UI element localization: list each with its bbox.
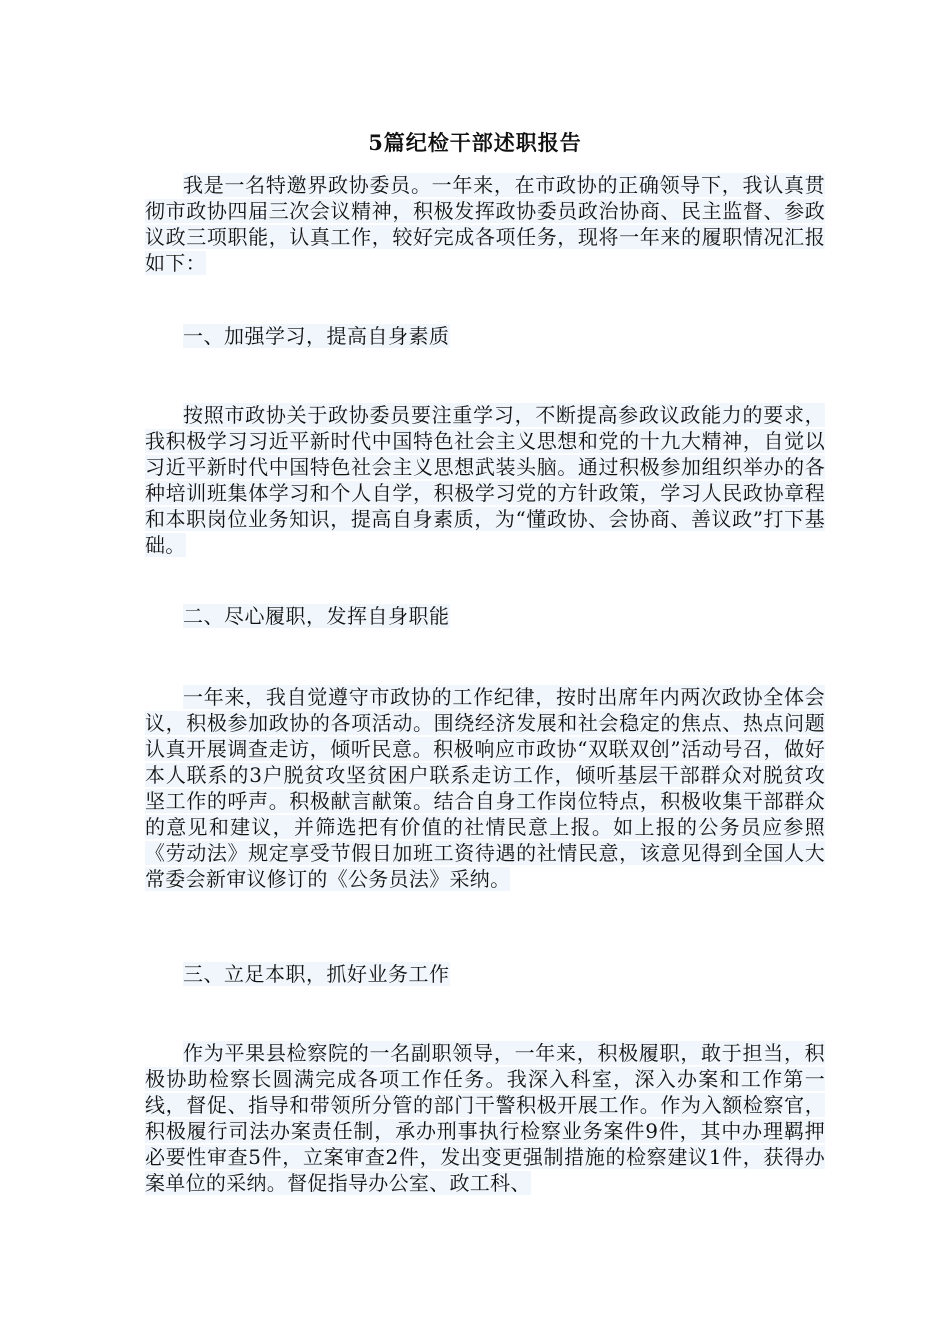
section-heading-3-text: 三、立足本职，抓好业务工作 (183, 962, 450, 986)
document-title: 5篇纪检干部述职报告 (368, 130, 582, 155)
section-body-2 (145, 684, 825, 892)
section-heading-3 (183, 960, 450, 988)
section-body-1-text: 按照市政协关于政协委员要注重学习，不断提高参政议政能力的要求，我积极学习习近平新时代中国特色社会主义思想和党的十九大精神，自觉以习近平新时代中国特色社会主义思想武装头脑。通过积极参加组织举办的各种培训班集体学习和个人自学，积极学习党的方针政策，学习人民政协章程和本职岗位业务知识，提高自身素质，为“懂政协、会协商、善议政”打下基础。 (145, 403, 825, 557)
section-heading-2 (183, 602, 450, 630)
section-body-3 (145, 1040, 825, 1196)
section-body-2-text: 一年来，我自觉遵守市政协的工作纪律，按时出席年内两次政协全体会议，积极参加政协的各项活动。围绕经济发展和社会稳定的焦点、热点问题认真开展调查走访，倾听民意。积极响应市政协“双联双创”活动号召，做好本人联系的3户脱贫攻坚贫困户联系走访工作，倾听基层干部群众对脱贫攻坚工作的呼声。积极献言献策。结合自身工作岗位特点，积极收集干部群众的意见和建议，并筛选把有价值的社情民意上报。如上报的公务员应参照《劳动法》规定享受节假日加班工资待遇的社情民意，该意见得到全国人大常委会新审议修订的《公务员法》采纳。 (145, 685, 825, 891)
section-heading-1 (183, 322, 450, 350)
intro-paragraph (145, 172, 825, 276)
section-heading-1-text: 一、加强学习，提高自身素质 (183, 324, 450, 348)
section-body-1 (145, 402, 825, 558)
intro-text: 我是一名特邀界政协委员。一年来，在市政协的正确领导下，我认真贯彻市政协四届三次会议精神，积极发挥政协委员政治协商、民主监督、参政议政三项职能，认真工作，较好完成各项任务，现将一年来的履职情况汇报如下： (145, 173, 825, 275)
section-body-3-text: 作为平果县检察院的一名副职领导，一年来，积极履职，敢于担当，积极协助检察长圆满完成各项工作任务。我深入科室，深入办案和工作第一线，督促、指导和带领所分管的部门干警积极开展工作。作为入额检察官，积极履行司法办案责任制，承办刑事执行检察业务案件9件，其中办理羁押必要性审查5件，立案审查2件，发出变更强制措施的检察建议1件，获得办案单位的采纳。督促指导办公室、政工科、 (145, 1041, 825, 1195)
section-heading-2-text: 二、尽心履职，发挥自身职能 (183, 604, 450, 628)
